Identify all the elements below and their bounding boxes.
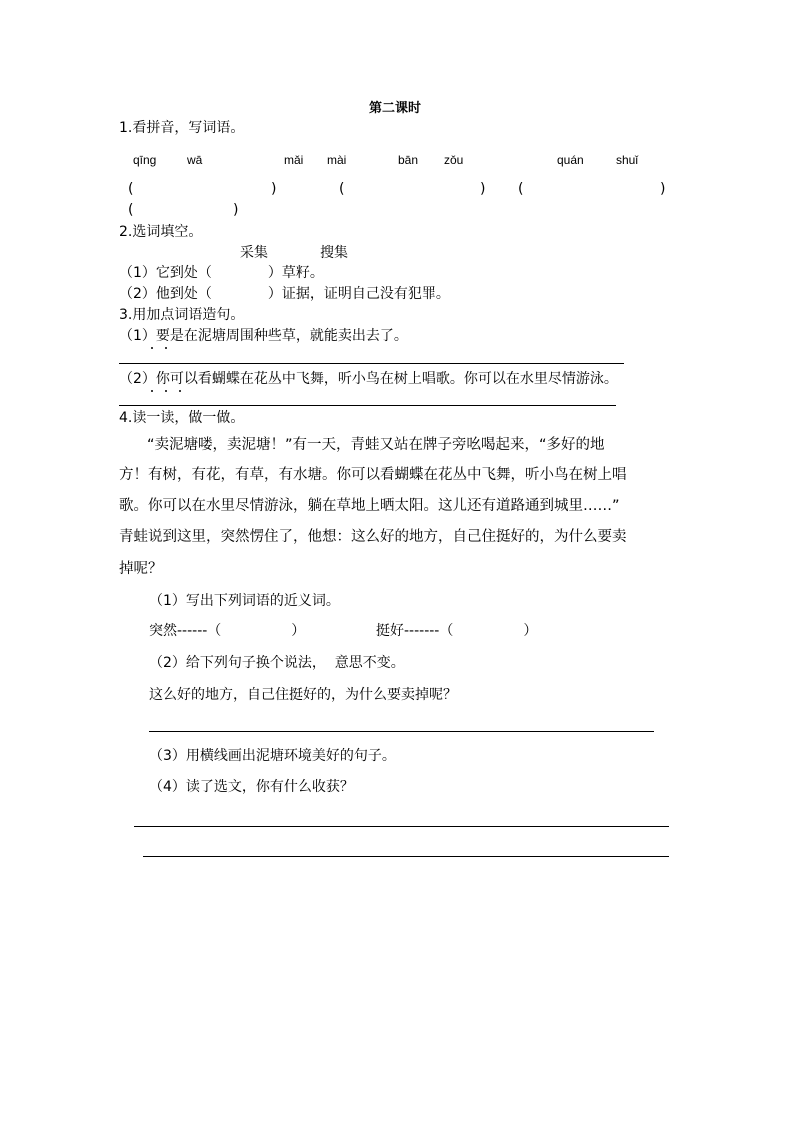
pinyin-mai3: mǎi — [284, 153, 304, 167]
pinyin-zou: zǒu — [444, 153, 464, 167]
word-option: 采集 — [240, 245, 268, 261]
passage-line: 方！有树，有花，有草，有水塘。你可以看蝴蝶在花丛中飞舞，听小鸟在树上唱 — [119, 467, 627, 483]
q3-heading: 3.用加点词语造句。 — [119, 307, 245, 323]
pinyin-wa: wā — [187, 153, 203, 167]
answer-bracket-open[interactable]: ( — [128, 181, 134, 197]
q4-sub-4: （4）读了选文，你有什么收获？ — [149, 779, 354, 795]
answer-bracket-close: ) — [660, 181, 666, 197]
answer-bracket-close: ) — [480, 181, 486, 197]
answer-bracket-open[interactable]: ( — [518, 181, 524, 197]
answer-line[interactable] — [119, 363, 624, 364]
synonym-prompt: 突然------（ ） — [149, 623, 306, 639]
synonym-prompt: 挺好-------（ ） — [376, 623, 538, 639]
q4-heading: 4.读一读，做一做。 — [119, 410, 245, 426]
answer-line[interactable] — [119, 405, 616, 406]
pinyin-ban: bān — [398, 153, 419, 167]
q2-item-2: （2）他到处（ ）证据，证明自己没有犯罪。 — [119, 286, 450, 302]
passage-line: 歌。你可以在水里尽情游泳，躺在草地上晒太阳。这儿还有道路通到城里……” — [119, 498, 620, 514]
q4-sub-2: （2）给下列句子换个说法， 意思不变。 — [149, 655, 405, 671]
answer-line[interactable] — [149, 731, 654, 732]
q4-sub-3: （3）用横线画出泥塘环境美好的句子。 — [149, 748, 396, 764]
answer-line[interactable] — [143, 856, 669, 857]
page-title: 第二课时 — [369, 101, 422, 116]
word-option: 搜集 — [320, 245, 348, 261]
rewrite-sentence: 这么好的地方，自己住挺好的，为什么要卖掉呢？ — [149, 687, 457, 703]
answer-bracket-open[interactable]: ( — [128, 202, 134, 218]
q1-heading: 1.看拼音，写词语。 — [119, 120, 245, 136]
answer-bracket-open[interactable]: ( — [339, 181, 345, 197]
q4-sub-1: （1）写出下列词语的近义词。 — [149, 593, 340, 609]
pinyin-shui: shuǐ — [616, 153, 639, 167]
q2-heading: 2.选词填空。 — [119, 224, 203, 240]
passage-line: 青蛙说到这里，突然愣住了，他想：这么好的地方，自己住挺好的，为什么要卖 — [119, 529, 627, 545]
passage-line: 掉呢？ — [119, 561, 163, 577]
passage-line: “卖泥塘喽，卖泥塘！”有一天，青蛙又站在牌子旁吆喝起来，“多好的地 — [147, 437, 605, 453]
pinyin-mai4: mài — [327, 153, 347, 167]
q2-item-1: （1）它到处（ ）草籽。 — [119, 265, 324, 281]
pinyin-qing: qīng — [133, 153, 157, 167]
q3-item-1: （1）要是在泥塘周围种些草，就能卖出去了。 — [119, 328, 408, 344]
answer-line[interactable] — [134, 826, 669, 827]
answer-bracket-close: ) — [271, 181, 277, 197]
q3-item-2: （2）你可以看蝴蝶在花丛中飞舞，听小鸟在树上唱歌。你可以在水里尽情游泳。 — [119, 371, 618, 387]
pinyin-quan: quán — [557, 153, 584, 167]
answer-bracket-close: ) — [233, 202, 239, 218]
